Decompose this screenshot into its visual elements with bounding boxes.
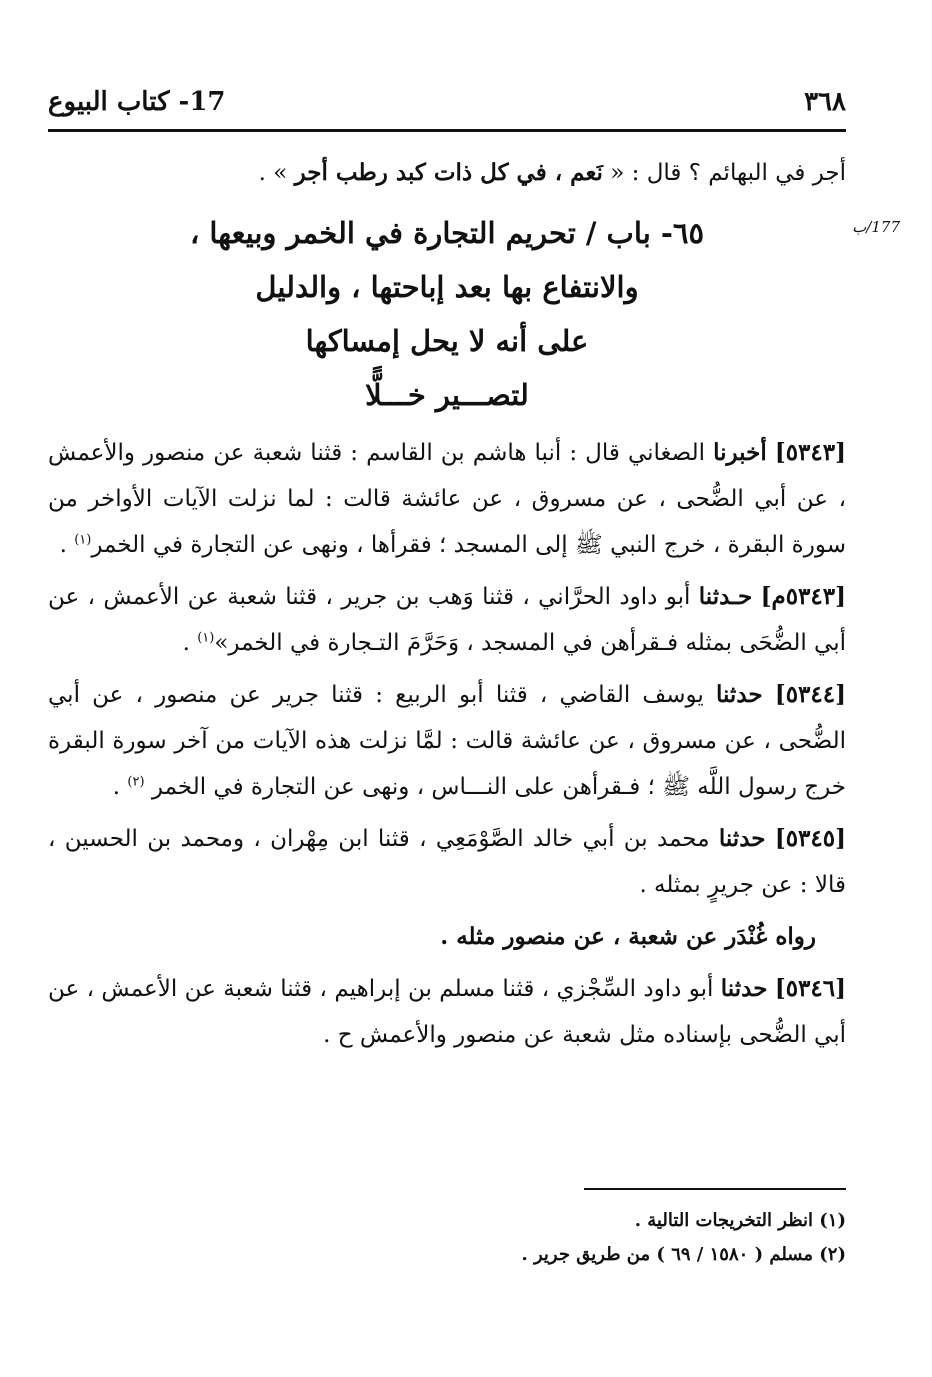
hadith-text: الصغاني قال : أنبا هاشم بن القاسم : قثنا شعبة عن منصور والأعمش ، عن أبي الضُّحى ، عن مسروق ، عن عائشة قالت : لما نزلت الآيات الأواخر من سورة البقرة ، خرج النبي ﷺ إلى المسجد ؛ فقرأها ، ونهى عن التجارة في الخمر [48,440,846,558]
chapter-heading: 17- كتاب البيوع [48,87,226,117]
hadith-text: يوسف القاضي ، قثنا أبو الربيع : قثنا جرير عن منصور ، عن أبي الضُّحى ، عن مسروق ، عن عائشة قالت : لمَّا نزلت هذه الآيات من آخر سورة البقرة خرج رسول اللَّه ﷺ ؛ فـقرأهن على النـــاس ، ونهى عن التجارة في الخمر [48,682,846,800]
continuation-line [48,150,846,196]
continuation-plain: أجر في البهائم ؟ قال : « [602,160,846,186]
hadith-lead: أخبرنا [713,439,767,466]
hadith-lead: حدثنا [720,975,768,1002]
footnotes [48,1204,846,1272]
hadith-5345 [48,816,846,908]
hadith-number: [٥٣٤٦] [774,975,847,1002]
chapter-title [48,206,846,422]
chapter-title-line-3: على أنه لا يحل إمساكها [305,324,589,358]
running-header [48,82,846,122]
continuation-end: » . [258,160,295,186]
chapter-title-line-4: لتصـــير خـــلًّا [365,378,529,412]
narration-note: رواه غُنْدَر عن شعبة ، عن منصور مثله . [440,923,816,950]
hadith-number: [٥٣٤٥] [774,825,847,852]
hadith-lead: حـدثنا [698,583,753,610]
header-rule [48,129,846,132]
main-text [48,150,846,1064]
footnote-2: (٢) مسلم ( ١٥٨٠ / ٦٩ ) من طريق جرير . [521,1244,846,1265]
hadith-number: [٥٣٤٣م] [760,583,846,610]
hadith-text: محمد بن أبي خالد الصَّوْمَعِي ، قثنا ابن مِهْران ، ومحمد بن الحسين ، قالا : عن جريرٍ بمثله . [48,826,846,898]
hadith-end: . [112,774,128,800]
chapter-title-line-1: ٦٥- باب / تحريم التجارة في الخمر وبيعها ، [189,216,705,250]
footnote-ref: (٢) [127,774,145,790]
hadith-end: . [59,532,75,558]
hadith-number: [٥٣٤٤] [774,681,847,708]
hadith-5343 [48,430,846,568]
manuscript-folio-note: 177/ب [852,218,900,236]
footnote-ref: (١) [74,532,92,548]
chapter-title-line-2: والانتفاع بها بعد إباحتها ، والدليل [255,270,639,304]
hadith-text: أبو داود السِّجْزي ، قثنا مسلم بن إبراهيم ، قثنا شعبة عن الأعمش ، عن أبي الضُّحى بإسناده مثل شعبة عن منصور والأعمش ح . [48,976,846,1048]
continuation-bold: نَعم ، في كل ذات كبد رطب أجر [294,159,603,186]
footnote-rule [584,1188,846,1190]
hadith-5343m [48,574,846,666]
footnote-1: (١) انظر التخريجات التالية . [634,1210,846,1231]
footnote-ref: (١) [197,630,215,646]
hadith-5344 [48,672,846,810]
hadith-number: [٥٣٤٣] [774,439,847,466]
hadith-5346 [48,966,846,1058]
hadith-text: أبو داود الحرَّاني ، قثنا وَهب بن جرير ، قثنا شعبة عن الأعمش ، عن أبي الضُّحَى بمثله فـقرأهن في المسجد ، وَحَرَّمَ التـجارة في الخمر» [48,584,846,656]
hadith-end: . [182,630,198,656]
page-number: ٣٦٨ [804,87,846,117]
hadith-lead: حدثنا [715,681,763,708]
hadith-lead: حدثنا [718,825,766,852]
